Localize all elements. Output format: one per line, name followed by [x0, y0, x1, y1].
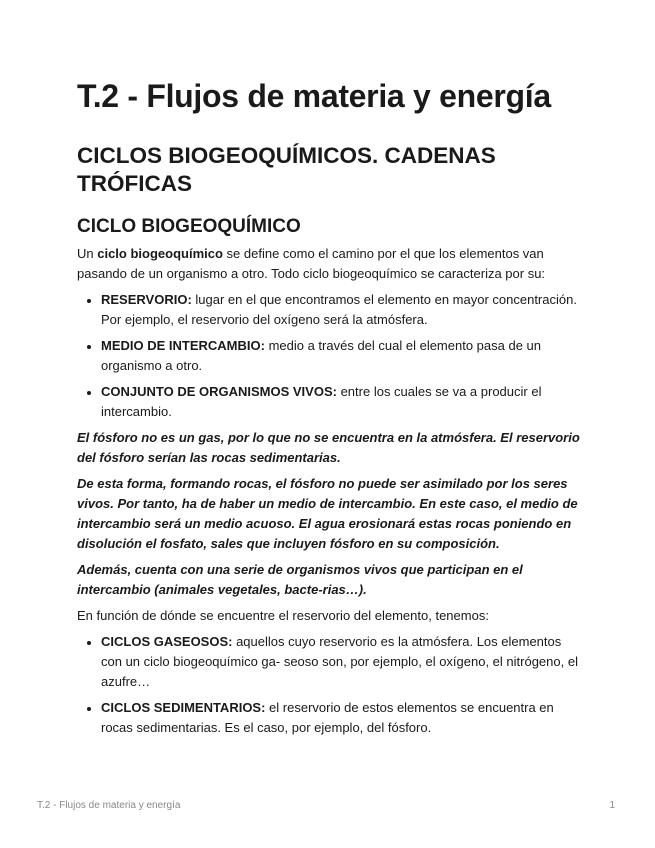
- list-item-text: el reservorio de estos elementos se encuentra en rocas sedimentarias. Es el caso, por ejemplo, del fósforo.: [101, 700, 554, 735]
- footer-label: T.2 - Flujos de materia y energía: [37, 800, 181, 811]
- intro-text: se define como el camino por el que los elementos van pasando de un organismo a otro. Todo ciclo biogeoquímico se caracteriza por su:: [77, 246, 546, 281]
- cycle-types-list: [77, 632, 582, 738]
- page-footer: [37, 800, 615, 811]
- page-number: 1: [609, 800, 615, 811]
- reservoir-intro-paragraph: En función de dónde se encuentre el reservorio del elemento, tenemos:: [77, 608, 489, 623]
- list-item: [101, 290, 582, 330]
- list-item-term: MEDIO DE INTERCAMBIO:: [101, 338, 265, 353]
- intro-term: ciclo biogeoquímico: [97, 246, 223, 261]
- list-item: [101, 382, 582, 422]
- list-item-term: CICLOS GASEOSOS:: [101, 634, 233, 649]
- emphasis-paragraph: El fósforo no es un gas, por lo que no se encuentra en la atmósfera. El reservorio del fósforo serían las rocas sedimentarias.: [77, 430, 580, 465]
- intro-prefix: Un: [77, 246, 98, 261]
- list-item-term: CICLOS SEDIMENTARIOS:: [101, 700, 266, 715]
- emphasis-paragraph: De esta forma, formando rocas, el fósforo no puede ser asimilado por los seres vivos. Por tanto, ha de haber un medio de intercambio. En este caso, el medio de intercambio será un medio acuoso. El agua erosionará estas rocas poniendo en disolución el fosfato, sales que incluyen fósforo en su composición.: [77, 476, 578, 551]
- list-item-term: CONJUNTO DE ORGANISMOS VIVOS:: [101, 384, 337, 399]
- list-item: [101, 336, 582, 376]
- characteristics-list: [77, 290, 582, 422]
- section-title: CICLOS BIOGEOQUÍMICOS. CADENAS TRÓFICAS: [77, 143, 496, 196]
- list-item-text: aquellos cuyo reservorio es la atmósfera. Los elementos con un ciclo biogeoquímico ga- seoso son, por ejemplo, el oxígeno, el nitrógeno, el azufre…: [101, 634, 578, 689]
- list-item-term: RESERVORIO:: [101, 292, 192, 307]
- intro-paragraph: [77, 244, 582, 284]
- list-item-text: lugar en el que encontramos el elemento en mayor concentración. Por ejemplo, el reservorio del oxígeno será la atmósfera.: [101, 292, 577, 327]
- list-item-text: entre los cuales se va a producir el intercambio.: [101, 384, 542, 419]
- list-item-text: medio a través del cual el elemento pasa de un organismo a otro.: [101, 338, 542, 373]
- list-item: [101, 632, 582, 692]
- emphasis-paragraph: Además, cuenta con una serie de organismos vivos que participan en el intercambio (animales vegetales, bacte-rias…).: [77, 562, 523, 597]
- list-item: [101, 698, 582, 738]
- page-title: T.2 - Flujos de materia y energía: [77, 78, 551, 114]
- subsection-title: CICLO BIOGEOQUÍMICO: [77, 216, 301, 237]
- document-body: [77, 244, 582, 744]
